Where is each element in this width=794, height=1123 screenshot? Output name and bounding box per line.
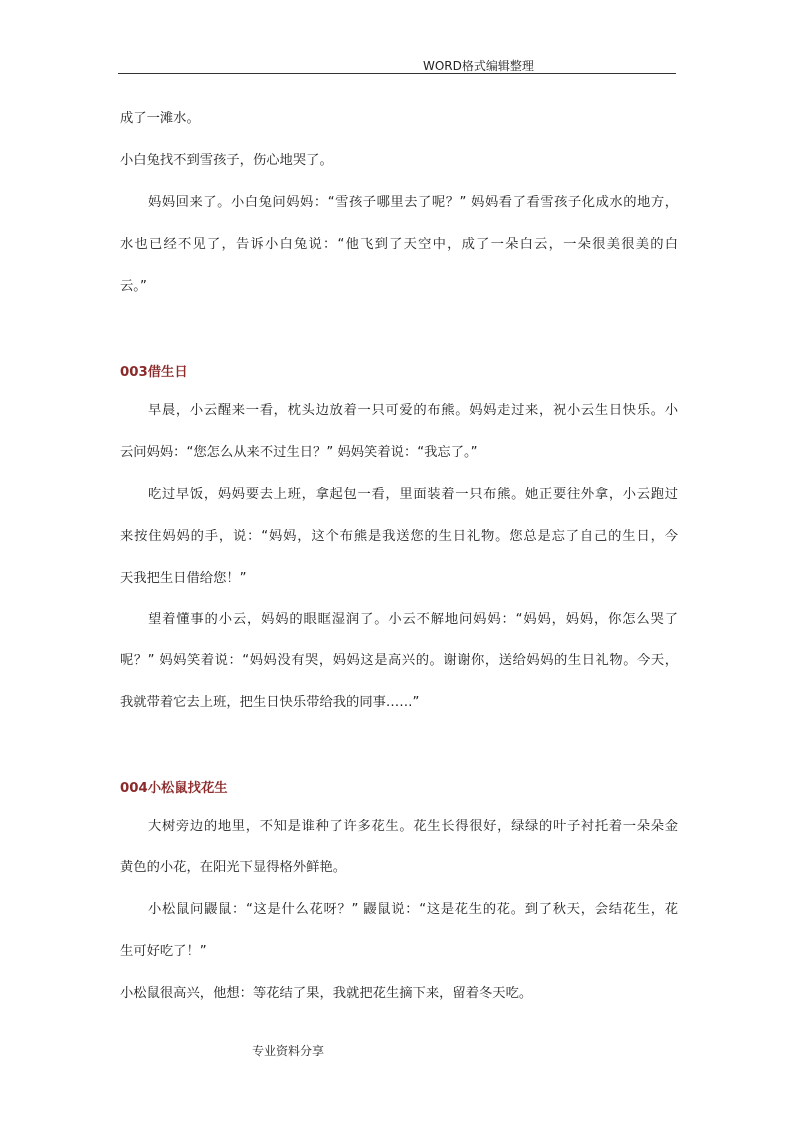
- header-divider: [118, 73, 676, 74]
- page-footer: 专业资料分享: [252, 1044, 325, 1058]
- text-line: 天我把生日借给您！”: [120, 571, 247, 586]
- text-line: 吃过早饭，妈妈要去上班，拿起包一看，里面装着一只布熊。她正要往外拿，小云跑过: [148, 487, 678, 502]
- page-header-title: WORD格式编辑整理: [423, 59, 534, 73]
- text-line: 黄色的小花，在阳光下显得格外鲜艳。: [120, 860, 347, 875]
- text-line: 来按住妈妈的手，说：“妈妈，这个布熊是我送您的生日礼物。您总是忘了自己的生日，今: [120, 529, 678, 544]
- text-line: 大树旁边的地里，不知是谁种了许多花生。花生长得很好，绿绿的叶子衬托着一朵朵金: [148, 819, 678, 834]
- text-line: 早晨，小云醒来一看，枕头边放着一只可爱的布熊。妈妈走过来，祝小云生日快乐。小: [148, 403, 678, 418]
- text-line: 小松鼠问鼹鼠：“这是什么花呀？” 鼹鼠说：“这是花生的花。到了秋天，会结花生，花: [148, 902, 678, 917]
- text-line: 云。”: [120, 279, 147, 294]
- text-line: 望着懂事的小云，妈妈的眼眶湿润了。小云不解地问妈妈：“妈妈，妈妈，你怎么哭了: [148, 612, 678, 627]
- text-line: 生可好吃了！”: [120, 944, 207, 959]
- text-line: 妈妈回来了。小白兔问妈妈：“雪孩子哪里去了呢？” 妈妈看了看雪孩子化成水的地方，: [148, 195, 678, 210]
- text-line: 水也已经不见了，告诉小白兔说：“他飞到了天空中，成了一朵白云，一朵很美很美的白: [120, 237, 678, 252]
- text-line: 云问妈妈：“您怎么从来不过生日？” 妈妈笑着说：“我忘了。”: [120, 445, 478, 460]
- text-line: 小白兔找不到雪孩子，伤心地哭了。: [120, 153, 333, 168]
- section-heading: 003借生日: [120, 365, 188, 380]
- section-heading: 004小松鼠找花生: [120, 781, 228, 796]
- text-line: 小松鼠很高兴，他想：等花结了果，我就把花生摘下来，留着冬天吃。: [120, 986, 533, 1001]
- text-line: 呢？” 妈妈笑着说：“妈妈没有哭，妈妈这是高兴的。谢谢你，送给妈妈的生日礼物。今天，: [120, 653, 678, 668]
- text-line: 我就带着它去上班，把生日快乐带给我的同事……”: [120, 695, 420, 710]
- text-line: 成了一滩水。: [120, 111, 200, 126]
